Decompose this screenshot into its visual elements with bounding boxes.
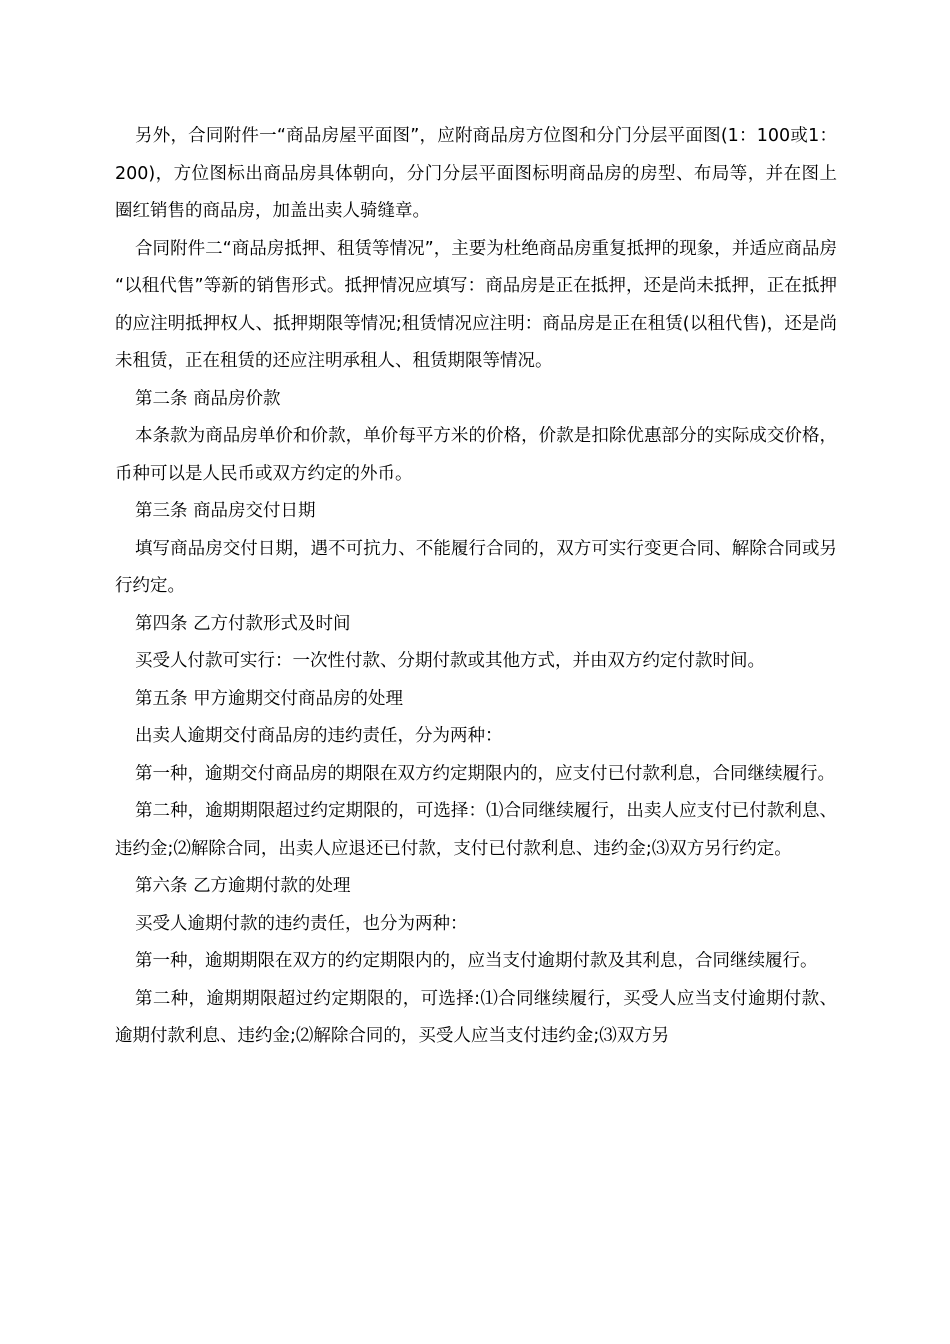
paragraph-article-2-body: 本条款为商品房单价和价款，单价每平方米的价格，价款是扣除优惠部分的实际成交价格，币种可以是人民币或双方约定的外币。 [115, 426, 837, 484]
section-heading-article-4: 第四条 乙方付款形式及时间 [135, 613, 351, 634]
paragraph-attachment-two: 合同附件二“商品房抵押、租赁等情况”，主要为杜绝商品房重复抵押的现象，并适应商品房“以租代售”等新的销售形式。抵押情况应填写：商品房是正在抵押，还是尚未抵押，正在抵押的应注明抵押权人、抵押期限等情况;租赁情况应注明：商品房是正在租赁(以租代售)，还是尚未租赁，正在租赁的还应注明承租人、租赁期限等情况。 [115, 238, 837, 371]
paragraph-attachment-one: 另外，合同附件一“商品房屋平面图”，应附商品房方位图和分门分层平面图(1：100或1：200)，方位图标出商品房具体朝向，分门分层平面图标明商品房的房型、布局等，并在图上圈红销售的商品房，加盖出卖人骑缝章。 [115, 126, 837, 221]
paragraph-article-3-body: 填写商品房交付日期，遇不可抗力、不能履行合同的，双方可实行变更合同、解除合同或另行约定。 [115, 538, 837, 596]
paragraph-article-4-body: 买受人付款可实行：一次性付款、分期付款或其他方式，并由双方约定付款时间。 [135, 651, 765, 671]
section-heading-article-3: 第三条 商品房交付日期 [135, 501, 316, 521]
paragraph-article-6-case-2: 第二种，逾期期限超过约定期限的，可选择:⑴合同继续履行，买受人应当支付逾期付款、逾期付款利息、违约金;⑵解除合同的，买受人应当支付违约金;⑶双方另 [115, 988, 837, 1046]
section-heading-article-6: 第六条 乙方逾期付款的处理 [135, 876, 351, 896]
paragraph-article-5-case-1: 第一种，逾期交付商品房的期限在双方约定期限内的，应支付已付款利息，合同继续履行。 [135, 763, 835, 784]
paragraph-article-5-intro: 出卖人逾期交付商品房的违约责任，分为两种： [135, 726, 503, 746]
paragraph-article-6-case-1: 第一种，逾期期限在双方的约定期限内的，应当支付逾期付款及其利息，合同继续履行。 [135, 951, 818, 971]
section-heading-article-5: 第五条 甲方逾期交付商品房的处理 [135, 688, 404, 709]
section-heading-article-2: 第二条 商品房价款 [135, 388, 281, 409]
document-page [115, 118, 837, 1056]
paragraph-article-6-intro: 买受人逾期付款的违约责任，也分为两种： [135, 913, 468, 934]
paragraph-article-5-case-2: 第二种，逾期期限超过约定期限的，可选择：⑴合同继续履行，出卖人应支付已付款利息、违约金;⑵解除合同，出卖人应退还已付款，支付已付款利息、违约金;⑶双方另行约定。 [115, 801, 837, 859]
